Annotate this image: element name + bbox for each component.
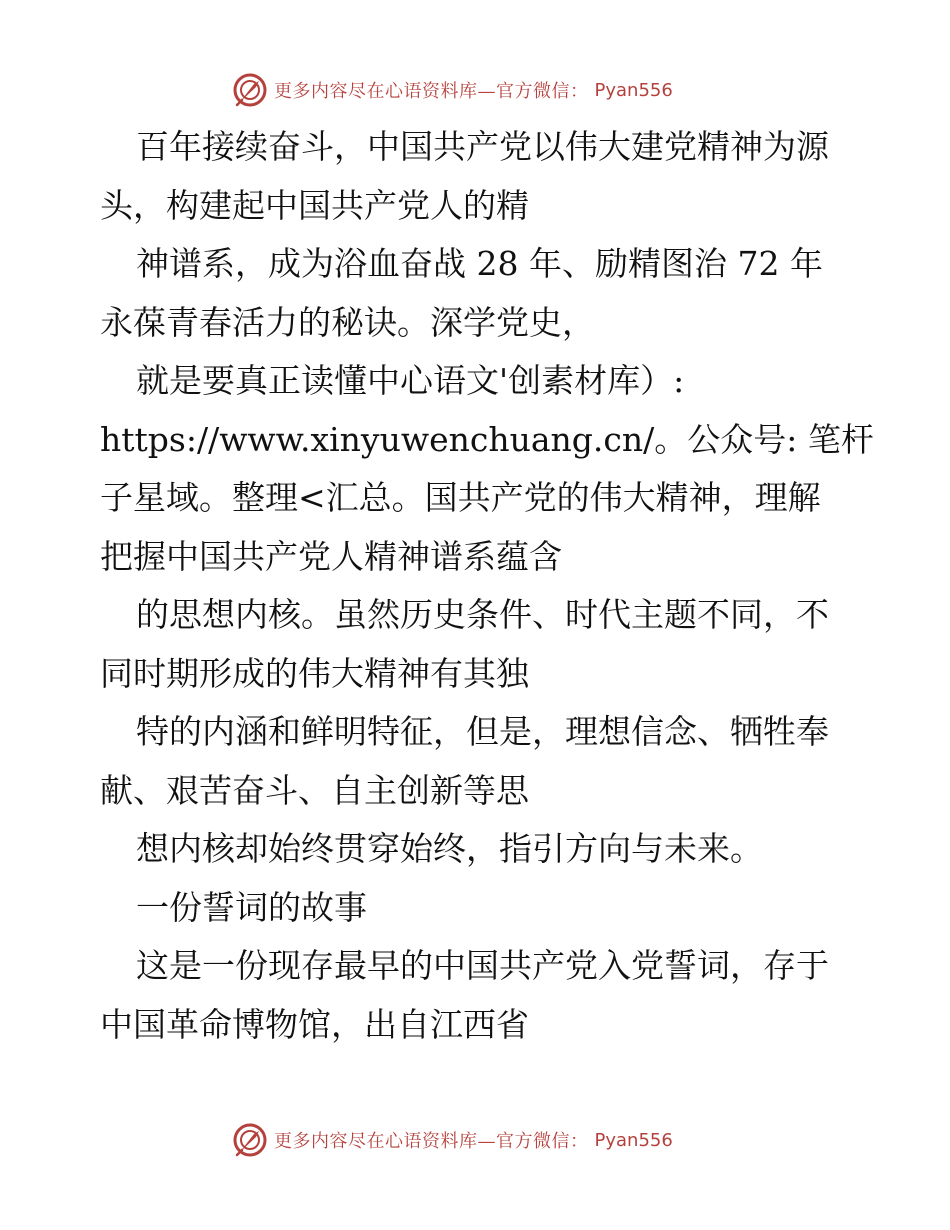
text-line: 想内核却始终贯穿始终，指引方向与未来。 bbox=[136, 829, 763, 868]
text-line: 特的内涵和鲜明特征，但是，理想信念、牺牲奉 bbox=[136, 712, 829, 751]
watermark-text: 更多内容尽在心语资料库—官方微信： bbox=[274, 81, 589, 102]
url-line: https://www.xinyuwenchuang.cn/。公众号: 笔杆 bbox=[100, 419, 874, 459]
section-heading: 一份誓词的故事 bbox=[136, 887, 367, 927]
text-line: 百年接续奋斗，中国共产党以伟大建党精神为源 bbox=[136, 127, 829, 166]
text-line: 神谱系，成为浴血奋战 28 年、励精图治 72 年 bbox=[136, 244, 823, 283]
header-watermark bbox=[232, 70, 673, 110]
quill-pen-logo-icon bbox=[232, 72, 268, 108]
text-line: 中国革命博物馆，出自江西省 bbox=[100, 1004, 529, 1044]
watermark-text: 更多内容尽在心语资料库—官方微信： bbox=[274, 1131, 589, 1152]
document-body bbox=[100, 118, 874, 1054]
quill-pen-logo-icon bbox=[232, 1122, 268, 1158]
text-line: 的思想内核。虽然历史条件、时代主题不同，不 bbox=[136, 595, 829, 634]
watermark-wechat-id: Pyan556 bbox=[594, 79, 673, 101]
text-line: 就是要真正读懂中心语文'创素材库）: bbox=[136, 361, 685, 400]
footer-watermark bbox=[232, 1120, 673, 1160]
text-line: 把握中国共产党人精神谱系蕴含 bbox=[100, 536, 562, 576]
text-line: 头，构建起中国共产党人的精 bbox=[100, 185, 529, 225]
text-line: 同时期形成的伟大精神有其独 bbox=[100, 653, 529, 693]
text-line: 子星域。整理<汇总。国共产党的伟大精神，理解 bbox=[100, 478, 821, 517]
text-line: 永葆青春活力的秘诀。深学党史， bbox=[100, 302, 595, 342]
watermark-wechat-id: Pyan556 bbox=[594, 1129, 673, 1151]
text-line: 这是一份现存最早的中国共产党入党誓词，存于 bbox=[136, 946, 829, 985]
text-line: 献、艰苦奋斗、自主创新等思 bbox=[100, 770, 529, 810]
